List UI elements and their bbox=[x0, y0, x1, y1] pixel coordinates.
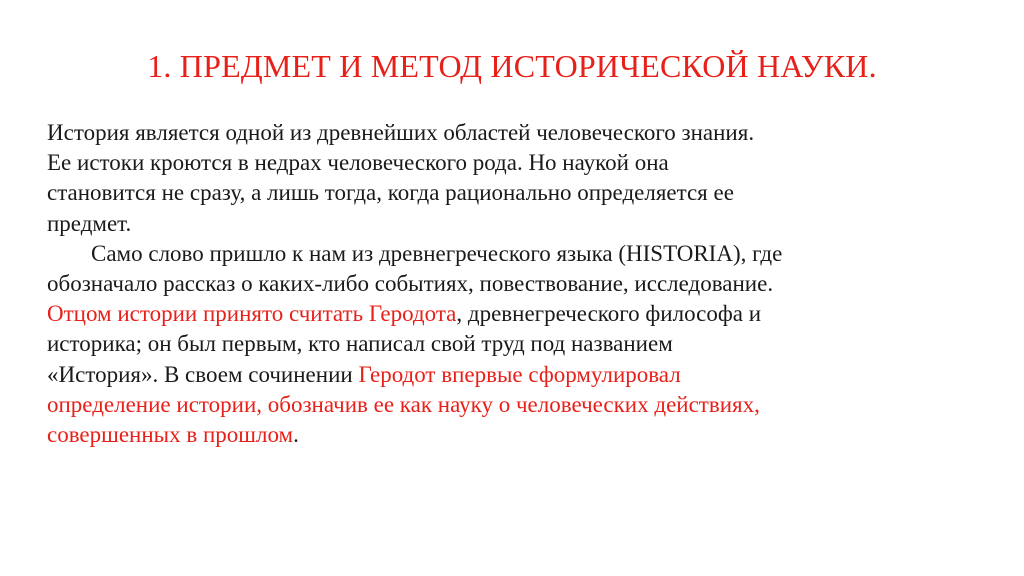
body-line bbox=[47, 420, 992, 450]
body-line bbox=[47, 360, 992, 390]
body-line: История является одной из древнейших областей человеческого знания. bbox=[47, 120, 755, 145]
body-line: становится не сразу, а лишь тогда, когда рационально определяется ее bbox=[47, 180, 734, 206]
highlight-herodotus-father: Отцом истории принято считать Геродота bbox=[47, 301, 457, 327]
body-line: предмет. bbox=[47, 210, 132, 236]
highlight-herodotus-definition: Геродот впервые сформулировал bbox=[358, 361, 681, 387]
body-text-fragment: «История». В своем сочинении bbox=[47, 361, 359, 387]
body-line: Ее истоки кроются в недрах человеческого рода. Но наукой она bbox=[47, 150, 669, 176]
highlight-definition-end: совершенных в прошлом bbox=[47, 422, 294, 448]
body-line: историка; он был первым, кто написал свой труд под названием bbox=[47, 331, 673, 357]
body-text-fragment: , древнегреческого философа и bbox=[456, 301, 762, 327]
body-line-indented: Само слово пришло к нам из древнегреческого языка (HISTORIA), где bbox=[91, 240, 783, 266]
slide-body-text bbox=[47, 118, 992, 450]
highlight-definition-line: определение истории, обозначив ее как науку о человеческих действиях, bbox=[47, 391, 760, 417]
body-line: обозначало рассказ о каких-либо событиях, повествование, исследование. bbox=[47, 271, 774, 297]
body-line bbox=[47, 299, 992, 329]
body-text-fragment: . bbox=[293, 422, 299, 448]
slide-title: 1. ПРЕДМЕТ И МЕТОД ИСТОРИЧЕСКОЙ НАУКИ. bbox=[147, 48, 877, 84]
